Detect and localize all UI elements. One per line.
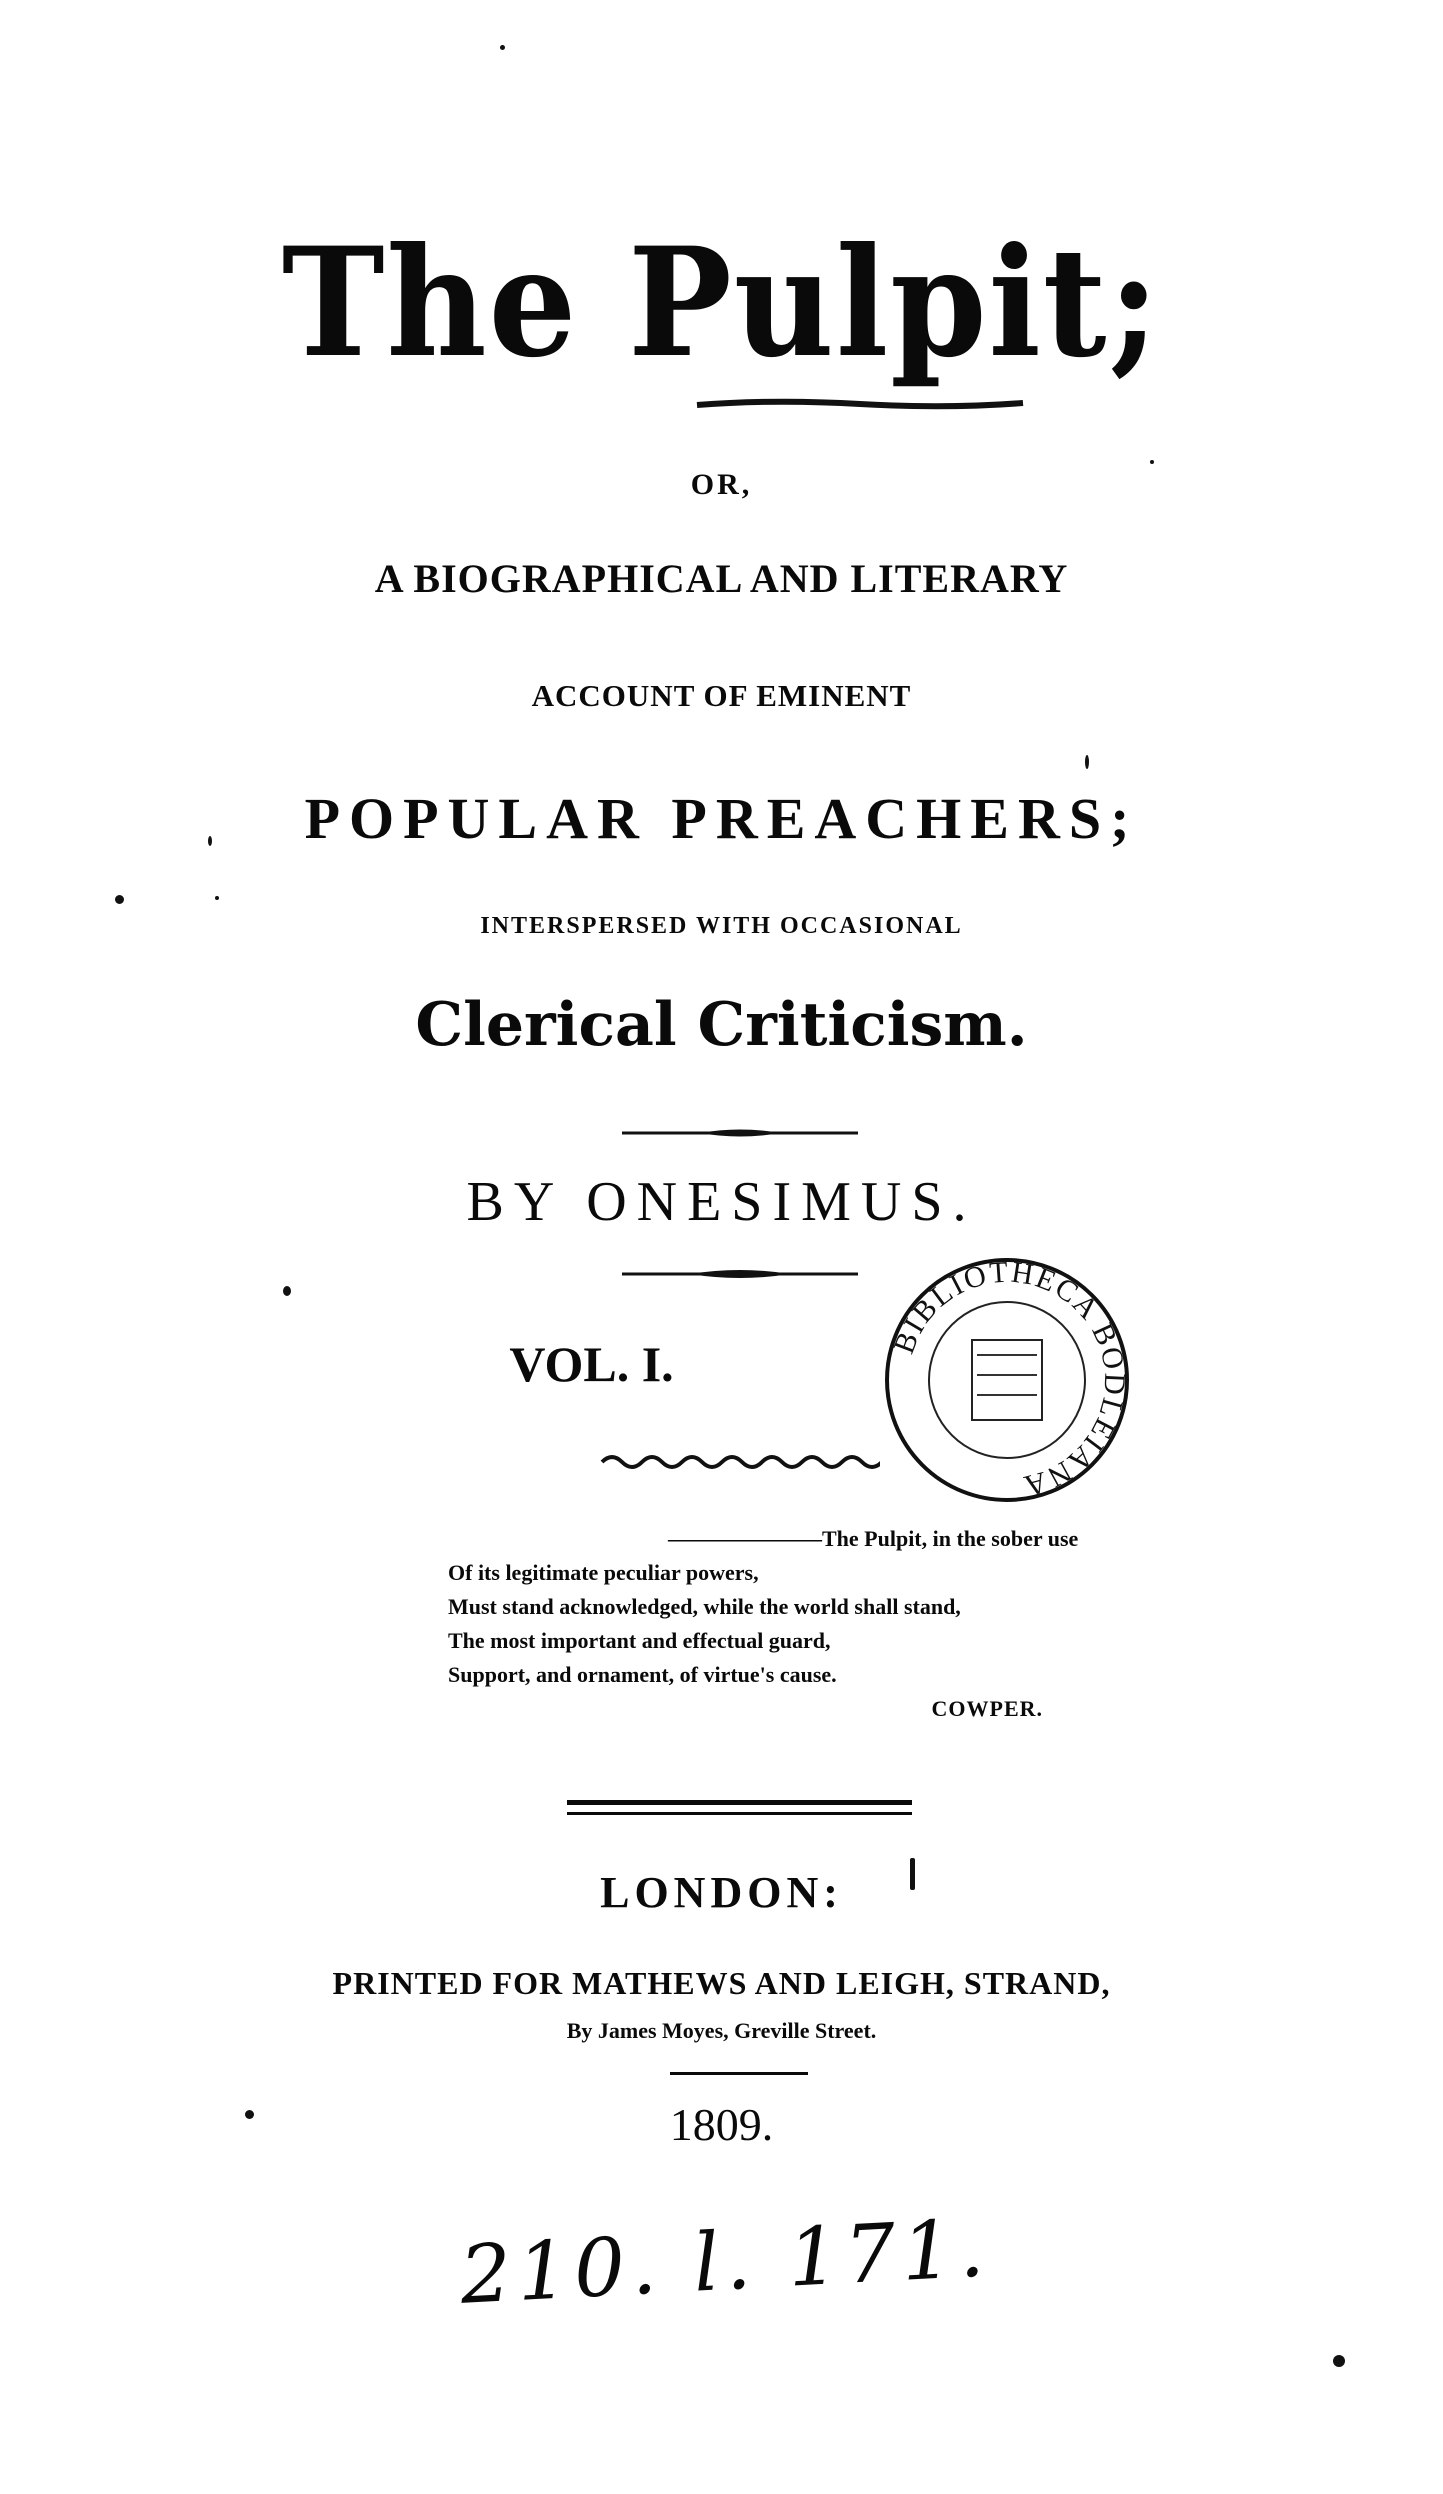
- ink-speck: [283, 1286, 291, 1296]
- epigraph-line-2: Of its legitimate peculiar powers,: [448, 1560, 759, 1585]
- ink-speck: [1085, 755, 1089, 769]
- imprint-city: LONDON:: [600, 1868, 843, 1917]
- title-underline: [695, 395, 1025, 415]
- ink-speck: [208, 836, 212, 846]
- subtitle-line-2: ACCOUNT OF EMINENT: [531, 678, 912, 713]
- svg-text:BIBLIOTHECA BODLEIANA: BIBLIOTHECA BODLEIANA: [887, 1255, 1132, 1503]
- library-stamp: [882, 1255, 1132, 1505]
- epigraph: [448, 1522, 1079, 1726]
- imprint-rule: [670, 2072, 808, 2075]
- epigraph-line-4: The most important and effectual guard,: [448, 1628, 831, 1653]
- ink-speck: [1333, 2355, 1345, 2367]
- or-line: OR,: [690, 468, 753, 501]
- imprint-year: 1809.: [669, 2099, 774, 2150]
- ink-speck: [1150, 460, 1154, 464]
- subtitle-line-1: A BIOGRAPHICAL AND LITERARY: [374, 556, 1069, 601]
- book-title: The Pulpit;: [281, 215, 1162, 391]
- ornament-rule-2: [620, 1266, 860, 1282]
- handwritten-shelfmark: 210. l. 171.: [457, 2201, 993, 2322]
- ink-speck: [245, 2110, 254, 2119]
- double-rule-bottom: [567, 1812, 912, 1815]
- epigraph-line-3: Must stand acknowledged, while the world shall stand,: [448, 1594, 961, 1619]
- imprint-printed-for: PRINTED FOR MATHEWS AND LEIGH, STRAND,: [332, 1965, 1111, 2001]
- ink-speck: [115, 895, 124, 904]
- ink-speck: [500, 45, 505, 50]
- epigraph-line-1: ———————The Pulpit, in the sober use: [668, 1526, 1079, 1551]
- author-line: BY ONESIMUS.: [466, 1171, 977, 1233]
- epigraph-attribution: COWPER.: [931, 1696, 1043, 1721]
- epigraph-line-5: Support, and ornament, of virtue's cause.: [448, 1662, 837, 1687]
- ornament-rule-1: [620, 1125, 860, 1141]
- wavy-rule: [600, 1450, 880, 1474]
- subtitle-line-4: INTERSPERSED WITH OCCASIONAL: [480, 913, 963, 939]
- ink-speck: [215, 896, 219, 900]
- volume-number: VOL. I.: [509, 1336, 674, 1392]
- double-rule-top: [567, 1800, 912, 1805]
- imprint-printer: By James Moyes, Greville Street.: [566, 2018, 877, 2043]
- ink-speck: [910, 1858, 915, 1890]
- subtitle-line-3: POPULAR PREACHERS;: [304, 786, 1139, 851]
- subtitle-line-5: Clerical Criticism.: [415, 990, 1028, 1060]
